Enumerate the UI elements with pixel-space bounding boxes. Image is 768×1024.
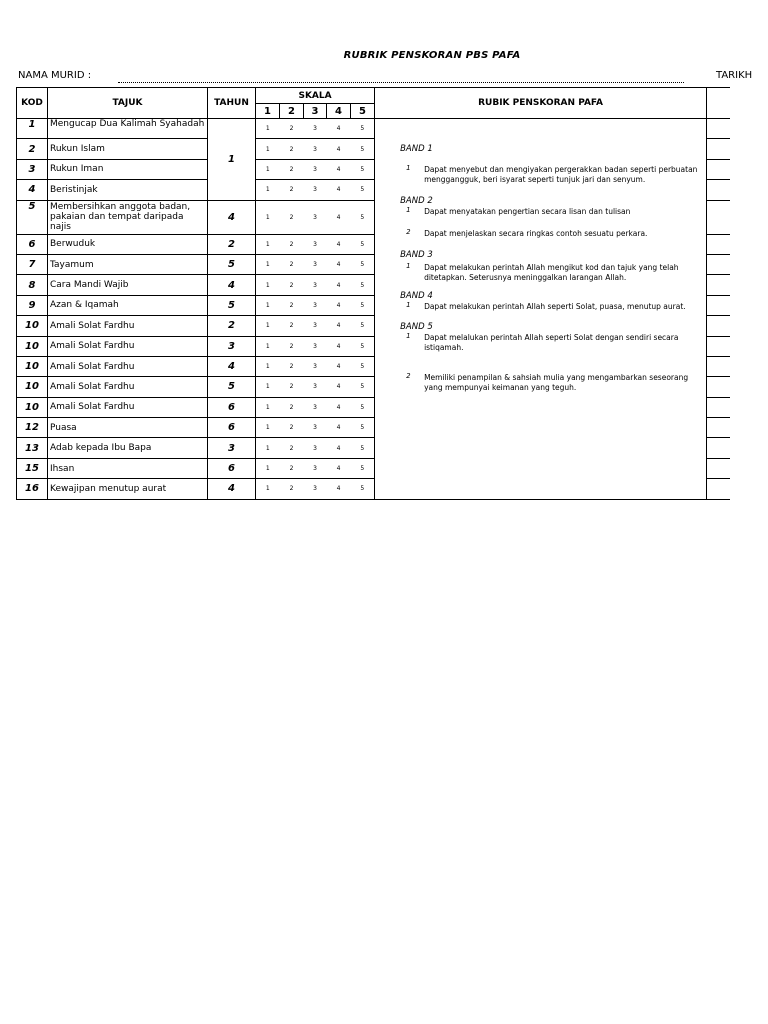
tajuk-cell: Amali Solat Fardhu — [48, 316, 208, 336]
header-scale-4: 4 — [327, 104, 351, 119]
score-cell[interactable] — [707, 295, 730, 315]
score-cell[interactable] — [707, 418, 730, 438]
score-cell[interactable] — [707, 397, 730, 417]
tahun-cell: 6 — [208, 418, 256, 438]
score-cell[interactable] — [707, 316, 730, 336]
scale-option-2[interactable]: 2 — [280, 275, 304, 295]
kod-cell: 10 — [17, 316, 48, 336]
scale-option-2[interactable]: 2 — [280, 180, 304, 200]
scale-option-1[interactable]: 1 — [256, 139, 280, 159]
scale-option-3[interactable]: 3 — [304, 458, 327, 478]
tajuk-cell: Amali Solat Fardhu — [48, 377, 208, 397]
tahun-cell: 6 — [208, 397, 256, 417]
kod-cell: 8 — [17, 275, 48, 295]
scale-option-4[interactable]: 4 — [327, 356, 351, 376]
scale-option-1[interactable]: 1 — [256, 119, 280, 139]
kod-cell: 10 — [17, 356, 48, 376]
tajuk-cell: Mengucap Dua Kalimah Syahadah — [48, 119, 208, 139]
scale-option-3[interactable]: 3 — [304, 159, 327, 179]
tahun-cell: 6 — [208, 458, 256, 478]
scale-option-4[interactable]: 4 — [327, 418, 351, 438]
band2-item-text: Dapat menyatakan pengertian secara lisan dan tulisan — [424, 207, 631, 216]
rubric-sheet — [16, 87, 730, 507]
scale-option-2[interactable]: 2 — [280, 356, 304, 376]
kod-cell: 7 — [17, 254, 48, 274]
scale-option-3[interactable]: 3 — [304, 200, 327, 234]
scale-option-5[interactable]: 5 — [351, 458, 375, 478]
band2-item-number: 2 — [406, 228, 411, 236]
scale-option-4[interactable]: 4 — [327, 336, 351, 356]
tajuk-cell: Cara Mandi Wajib — [48, 275, 208, 295]
scale-option-3[interactable]: 3 — [304, 254, 327, 274]
rubric-bands — [375, 119, 707, 499]
scale-option-2[interactable]: 2 — [280, 254, 304, 274]
rubric-description-cell — [375, 119, 707, 500]
scale-option-2[interactable]: 2 — [280, 438, 304, 458]
scale-option-2[interactable]: 2 — [280, 295, 304, 315]
scale-option-4[interactable]: 4 — [327, 316, 351, 336]
header-tahun: TAHUN — [208, 88, 256, 119]
band4-item-number: 1 — [406, 301, 411, 309]
scale-option-1[interactable]: 1 — [256, 377, 280, 397]
header-extra — [707, 88, 730, 119]
scale-option-1[interactable]: 1 — [256, 458, 280, 478]
scale-option-4[interactable]: 4 — [327, 119, 351, 139]
band1-item-text: Dapat menyebut dan mengiyakan pergerakkan badan seperti perbuatan menggangguk, beri isyarat seperti tunjuk jari dan senyum. — [424, 165, 698, 184]
tahun-cell: 5 — [208, 377, 256, 397]
kod-cell: 10 — [17, 336, 48, 356]
score-cell[interactable] — [707, 180, 730, 200]
scale-option-2[interactable]: 2 — [280, 159, 304, 179]
nama-murid-label: NAMA MURID : — [18, 70, 92, 81]
scale-option-4[interactable]: 4 — [327, 159, 351, 179]
scale-option-5[interactable]: 5 — [351, 316, 375, 336]
band5-item-text: Dapat melalukan perintah Allah seperti Solat dengan sendiri secara istiqamah. — [424, 333, 679, 352]
scale-option-3[interactable]: 3 — [304, 139, 327, 159]
band1-label: BAND 1 — [400, 144, 433, 154]
score-cell[interactable] — [707, 139, 730, 159]
scale-option-3[interactable]: 3 — [304, 275, 327, 295]
scale-option-5[interactable]: 5 — [351, 159, 375, 179]
header-tajuk: TAJUK — [48, 88, 208, 119]
scale-option-4[interactable]: 4 — [327, 397, 351, 417]
tajuk-cell: Beristinjak — [48, 180, 208, 200]
band4-item-text: Dapat melakukan perintah Allah seperti Solat, puasa, menutup aurat. — [424, 302, 686, 311]
kod-cell: 9 — [17, 295, 48, 315]
band2-item-number: 1 — [406, 206, 411, 214]
scale-option-2[interactable]: 2 — [280, 377, 304, 397]
scale-option-2[interactable]: 2 — [280, 397, 304, 417]
scale-option-2[interactable]: 2 — [280, 200, 304, 234]
scale-option-1[interactable]: 1 — [256, 479, 280, 499]
band2-item-text: Dapat menjelaskan secara ringkas contoh sesuatu perkara. — [424, 229, 648, 238]
band3-item-text: Dapat melakukan perintah Allah mengikut kod dan tajuk yang telah ditetapkan. Seterusnya meninggalkan larangan Allah. — [424, 263, 679, 282]
score-cell[interactable] — [707, 275, 730, 295]
score-cell[interactable] — [707, 234, 730, 254]
scale-option-4[interactable]: 4 — [327, 295, 351, 315]
scale-option-3[interactable]: 3 — [304, 316, 327, 336]
tajuk-cell: Kewajipan menutup aurat — [48, 479, 208, 499]
scale-option-4[interactable]: 4 — [327, 234, 351, 254]
header-scale-5: 5 — [351, 104, 375, 119]
scale-option-5[interactable]: 5 — [351, 200, 375, 234]
tahun-cell: 3 — [208, 336, 256, 356]
scale-option-4[interactable]: 4 — [327, 139, 351, 159]
scale-option-4[interactable]: 4 — [327, 438, 351, 458]
kod-cell: 4 — [17, 180, 48, 200]
scale-option-5[interactable]: 5 — [351, 377, 375, 397]
tahun-cell: 4 — [208, 356, 256, 376]
score-cell[interactable] — [707, 438, 730, 458]
tahun-cell: 5 — [208, 295, 256, 315]
header-scale-2: 2 — [280, 104, 304, 119]
scale-option-3[interactable]: 3 — [304, 377, 327, 397]
tajuk-cell: Amali Solat Fardhu — [48, 397, 208, 417]
nama-murid-field[interactable] — [118, 82, 684, 83]
tahun-cell: 5 — [208, 254, 256, 274]
scale-option-4[interactable]: 4 — [327, 479, 351, 499]
header-kod: KOD — [17, 88, 48, 119]
tajuk-cell: Amali Solat Fardhu — [48, 356, 208, 376]
scale-option-5[interactable]: 5 — [351, 119, 375, 139]
rubric-table — [16, 87, 730, 500]
scale-option-2[interactable]: 2 — [280, 234, 304, 254]
kod-cell: 3 — [17, 159, 48, 179]
scale-option-1[interactable]: 1 — [256, 159, 280, 179]
score-cell[interactable] — [707, 479, 730, 499]
tajuk-cell: Berwuduk — [48, 234, 208, 254]
kod-cell: 15 — [17, 458, 48, 478]
scale-option-5[interactable]: 5 — [351, 336, 375, 356]
scale-option-3[interactable]: 3 — [304, 397, 327, 417]
kod-cell: 10 — [17, 397, 48, 417]
kod-cell: 12 — [17, 418, 48, 438]
scale-option-3[interactable]: 3 — [304, 336, 327, 356]
kod-cell: 1 — [17, 119, 48, 139]
tajuk-cell: Adab kepada Ibu Bapa — [48, 438, 208, 458]
scale-option-4[interactable]: 4 — [327, 180, 351, 200]
scale-option-1[interactable]: 1 — [256, 254, 280, 274]
scale-option-3[interactable]: 3 — [304, 119, 327, 139]
scale-option-3[interactable]: 3 — [304, 479, 327, 499]
scale-option-1[interactable]: 1 — [256, 200, 280, 234]
scale-option-1[interactable]: 1 — [256, 316, 280, 336]
tajuk-cell: Azan & Iqamah — [48, 295, 208, 315]
score-cell[interactable] — [707, 458, 730, 478]
scale-option-2[interactable]: 2 — [280, 479, 304, 499]
scale-option-2[interactable]: 2 — [280, 119, 304, 139]
kod-cell: 5 — [17, 200, 48, 234]
scale-option-5[interactable]: 5 — [351, 180, 375, 200]
scale-option-5[interactable]: 5 — [351, 254, 375, 274]
band4-label: BAND 4 — [400, 291, 433, 301]
table-row — [17, 119, 731, 139]
scale-option-5[interactable]: 5 — [351, 356, 375, 376]
tajuk-cell: Puasa — [48, 418, 208, 438]
score-cell[interactable] — [707, 200, 730, 234]
band5-label: BAND 5 — [400, 322, 433, 332]
band5-item-text: Memiliki penampilan & sahsiah mulia yang mengambarkan seseorang yang mempunyai keimanan yang teguh. — [424, 373, 689, 392]
tajuk-cell: Rukun Islam — [48, 139, 208, 159]
band2-label: BAND 2 — [400, 196, 433, 206]
kod-cell: 6 — [17, 234, 48, 254]
scale-option-3[interactable]: 3 — [304, 418, 327, 438]
band3-label: BAND 3 — [400, 250, 433, 260]
scale-option-5[interactable]: 5 — [351, 234, 375, 254]
score-cell[interactable] — [707, 159, 730, 179]
rubric-table-body — [17, 119, 731, 500]
kod-cell: 10 — [17, 377, 48, 397]
scale-option-4[interactable]: 4 — [327, 377, 351, 397]
scale-option-3[interactable]: 3 — [304, 438, 327, 458]
score-cell[interactable] — [707, 336, 730, 356]
tahun-cell: 4 — [208, 479, 256, 499]
kod-cell: 16 — [17, 479, 48, 499]
scale-option-5[interactable]: 5 — [351, 397, 375, 417]
tahun-cell: 2 — [208, 234, 256, 254]
scale-option-1[interactable]: 1 — [256, 336, 280, 356]
scale-option-1[interactable]: 1 — [256, 295, 280, 315]
scale-option-2[interactable]: 2 — [280, 316, 304, 336]
tajuk-cell: Amali Solat Fardhu — [48, 336, 208, 356]
scale-option-1[interactable]: 1 — [256, 180, 280, 200]
tahun-cell: 3 — [208, 438, 256, 458]
header-scale-1: 1 — [256, 104, 280, 119]
score-cell[interactable] — [707, 377, 730, 397]
document-title: RUBRIK PENSKORAN PBS PAFA — [343, 50, 521, 61]
scale-option-4[interactable]: 4 — [327, 200, 351, 234]
tarikh-label: TARIKH — [716, 70, 753, 81]
scale-option-2[interactable]: 2 — [280, 458, 304, 478]
score-cell[interactable] — [707, 254, 730, 274]
tahun-cell: 2 — [208, 316, 256, 336]
kod-cell: 2 — [17, 139, 48, 159]
scale-option-1[interactable]: 1 — [256, 418, 280, 438]
tahun-cell: 4 — [208, 275, 256, 295]
score-cell[interactable] — [707, 356, 730, 376]
band1-item-number: 1 — [406, 164, 411, 172]
header-rubrik: RUBIK PENSKORAN PAFA — [375, 88, 707, 119]
scale-option-5[interactable]: 5 — [351, 139, 375, 159]
scale-option-4[interactable]: 4 — [327, 254, 351, 274]
kod-cell: 13 — [17, 438, 48, 458]
scale-option-2[interactable]: 2 — [280, 418, 304, 438]
scale-option-1[interactable]: 1 — [256, 234, 280, 254]
scale-option-1[interactable]: 1 — [256, 356, 280, 376]
scale-option-5[interactable]: 5 — [351, 275, 375, 295]
scale-option-3[interactable]: 3 — [304, 356, 327, 376]
score-cell[interactable] — [707, 119, 730, 139]
band3-item-number: 1 — [406, 262, 411, 270]
scale-option-5[interactable]: 5 — [351, 479, 375, 499]
band5-item-number: 1 — [406, 332, 411, 340]
tajuk-cell: Membersihkan anggota badan, pakaian dan tempat daripada najis — [48, 200, 208, 234]
tahun-cell: 4 — [208, 200, 256, 234]
tahun-cell-merged: 1 — [208, 119, 256, 201]
scale-option-3[interactable]: 3 — [304, 234, 327, 254]
header-skala: SKALA — [256, 88, 375, 104]
scale-option-5[interactable]: 5 — [351, 295, 375, 315]
tajuk-cell: Ihsan — [48, 458, 208, 478]
scale-option-2[interactable]: 2 — [280, 139, 304, 159]
scale-option-1[interactable]: 1 — [256, 438, 280, 458]
scale-option-2[interactable]: 2 — [280, 336, 304, 356]
scale-option-3[interactable]: 3 — [304, 295, 327, 315]
scale-option-1[interactable]: 1 — [256, 397, 280, 417]
scale-option-4[interactable]: 4 — [327, 458, 351, 478]
tajuk-cell: Rukun Iman — [48, 159, 208, 179]
scale-option-3[interactable]: 3 — [304, 180, 327, 200]
scale-option-5[interactable]: 5 — [351, 438, 375, 458]
scale-option-1[interactable]: 1 — [256, 275, 280, 295]
scale-option-5[interactable]: 5 — [351, 418, 375, 438]
band5-item-number: 2 — [406, 372, 411, 380]
tajuk-cell: Tayamum — [48, 254, 208, 274]
header-scale-3: 3 — [304, 104, 327, 119]
scale-option-4[interactable]: 4 — [327, 275, 351, 295]
